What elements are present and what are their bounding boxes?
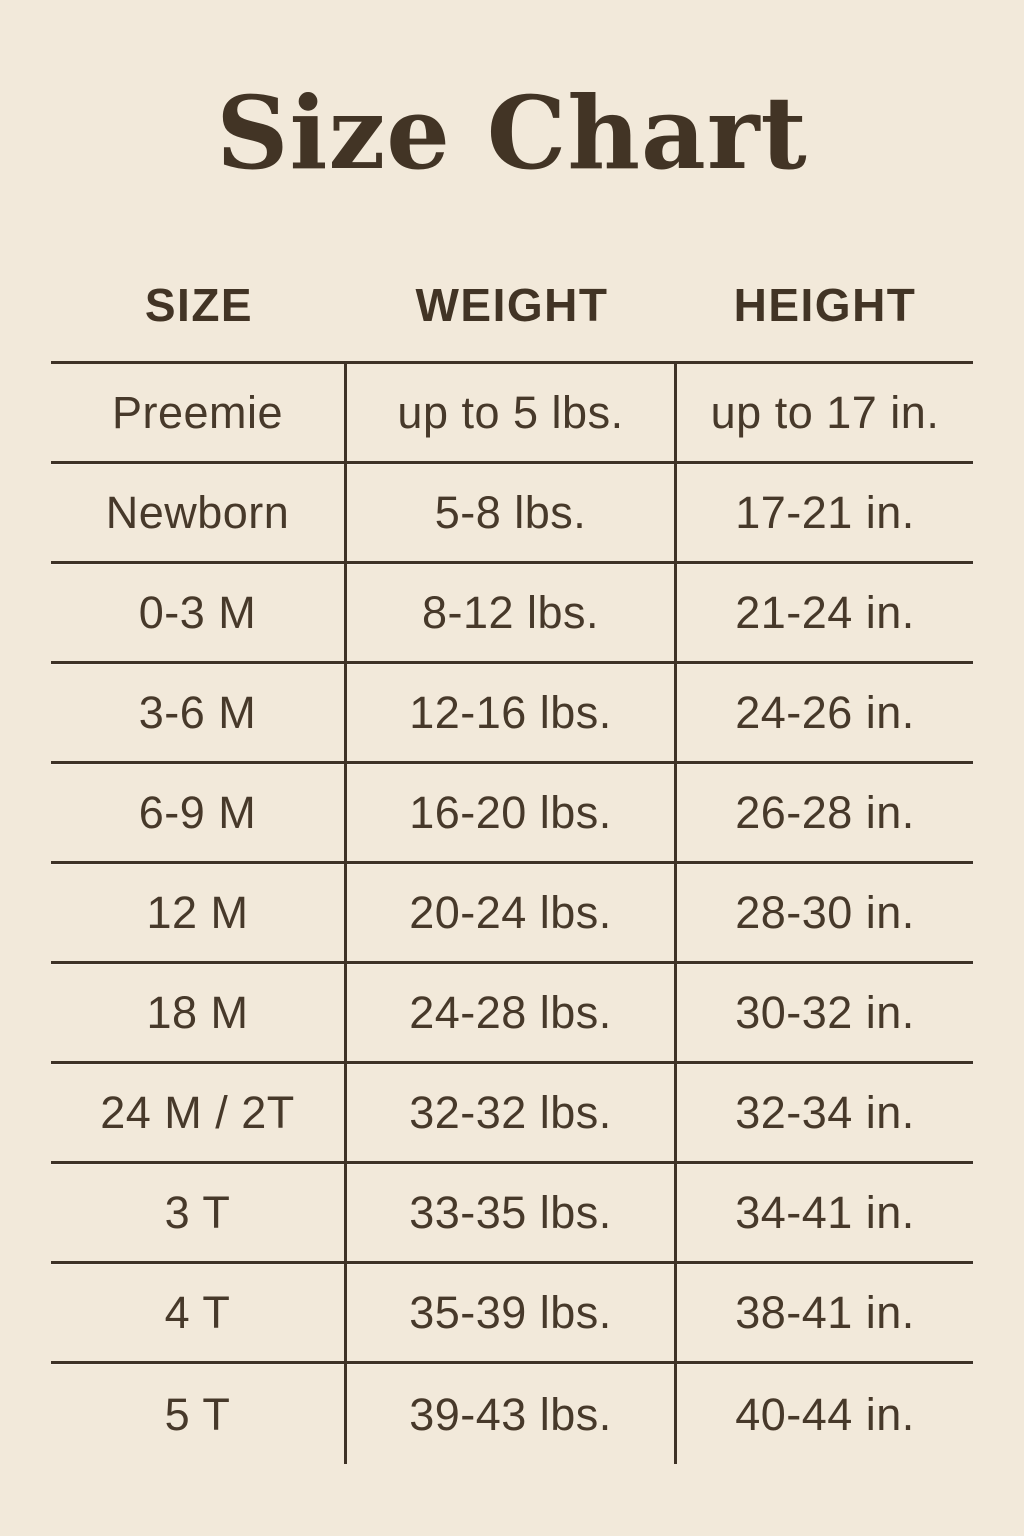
height-cell: 40-44 in. (735, 1388, 915, 1440)
size-cell: 3-6 M (51, 664, 347, 761)
height-cell: 24-26 in. (735, 687, 915, 738)
column-header-weight: WEIGHT (415, 279, 609, 331)
table-row (51, 464, 973, 564)
table-row (51, 964, 973, 1064)
weight-cell: 24-28 lbs. (347, 964, 677, 1061)
table-row (51, 1164, 973, 1264)
weight-cell: 16-20 lbs. (347, 764, 677, 861)
table-row (51, 664, 973, 764)
size-cell: 0-3 M (51, 564, 347, 661)
table-row (51, 1064, 973, 1164)
page-title: Size Chart (216, 74, 808, 192)
table-row (51, 364, 973, 464)
height-cell: 38-41 in. (735, 1287, 915, 1338)
size-cell: 24 M / 2T (51, 1064, 347, 1161)
height-cell: 32-34 in. (735, 1087, 915, 1138)
table-header-row (51, 249, 973, 361)
table-row (51, 1364, 973, 1464)
height-cell: 30-32 in. (735, 987, 915, 1038)
weight-cell: 39-43 lbs. (347, 1364, 677, 1464)
table-row (51, 764, 973, 864)
height-cell: up to 17 in. (710, 387, 940, 438)
height-cell: 17-21 in. (735, 487, 915, 538)
weight-cell: 35-39 lbs. (347, 1264, 677, 1361)
size-cell: 18 M (51, 964, 347, 1061)
height-cell: 26-28 in. (735, 787, 915, 838)
table-row (51, 1264, 973, 1364)
table-row (51, 564, 973, 664)
size-cell: 5 T (51, 1364, 347, 1464)
weight-cell: 5-8 lbs. (347, 464, 677, 561)
column-header-size: SIZE (144, 279, 254, 331)
height-cell: 21-24 in. (735, 587, 915, 638)
column-header-height: HEIGHT (733, 279, 917, 331)
size-chart-table (51, 249, 973, 1464)
weight-cell: 8-12 lbs. (347, 564, 677, 661)
size-cell: 12 M (51, 864, 347, 961)
size-cell: Newborn (51, 464, 347, 561)
weight-cell: 20-24 lbs. (347, 864, 677, 961)
table-row (51, 864, 973, 964)
size-cell: 6-9 M (51, 764, 347, 861)
weight-cell: up to 5 lbs. (347, 364, 677, 461)
height-cell: 28-30 in. (735, 887, 915, 938)
table-body (51, 361, 973, 1464)
size-cell: 4 T (51, 1264, 347, 1361)
size-cell: Preemie (51, 364, 347, 461)
height-cell: 34-41 in. (735, 1187, 915, 1238)
weight-cell: 12-16 lbs. (347, 664, 677, 761)
weight-cell: 32-32 lbs. (347, 1064, 677, 1161)
weight-cell: 33-35 lbs. (347, 1164, 677, 1261)
size-cell: 3 T (51, 1164, 347, 1261)
